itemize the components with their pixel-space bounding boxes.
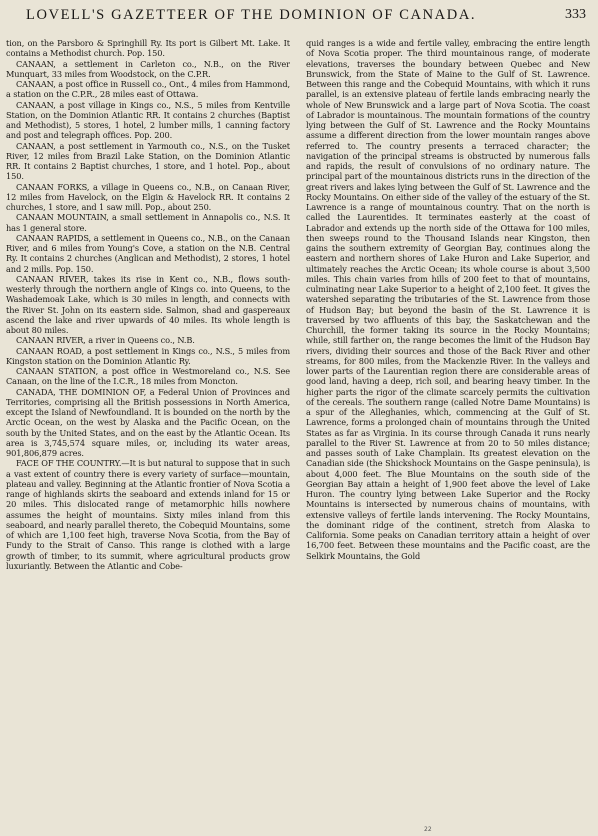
gazetteer-entry: CANAAN RIVER, a river in Queens co., N.B. xyxy=(16,335,195,346)
footer-mark: 22 xyxy=(424,826,432,833)
page-header xyxy=(0,4,598,28)
gazetteer-entry: CANADA, THE DOMINION OF, a Federal Union of Provinces and Territories, comprising all the British possessions in North America, except the Island of Newfoundland. It is bounded on the north by the Arctic Ocean, on the west by Alaska and the Pacific Ocean, on the south by the United States, and on the east by the Atlantic Ocean. Its area is 3,745,574 square miles, or, including its water areas, 901,806,879 acres. xyxy=(6,386,290,458)
gazetteer-entry: CANAAN, a settlement in Carleton co., N.B., on the River Munquart, 33 miles from Woodstock, on the C.P.R. xyxy=(6,58,290,79)
gazetteer-entry: CANAAN RAPIDS, a settlement in Queens co., N.B., on the Canaan River, and 6 miles from Young's Cove, a station on the N.B. Central Ry. It contains 2 churches (Anglican and Methodist), 2 stores, 1 hotel and 2 mills. Pop. 150. xyxy=(6,232,290,274)
gazetteer-entry: quid ranges is a wide and fertile valley, embracing the entire length of Nova Scotia proper. The third mountainous range, of moderate elevations, traverses the boundary between Quebec and New Brunswick, from the State of Maine to the Gulf of St. Lawrence. Between this range and the Cobequid Mountains, with which it runs parallel, is an extensive plateau of fertile lands embracing nearly the whole of New Brunswick and a large part of Nova Scotia. The coast of Labrador is mountainous. The mountain formations of the country lying between the Gulf of St. Lawrence and the Rocky Mountains assume a different direction from the lower mountain ranges above referred to. The country presents a terraced character; the navigation of the principal streams is obstructed by numerous falls and rapids, the result of convulsions of no ordinary nature. The principal part of the mountainous districts runs in the direction of the great rivers and lakes lying between the Gulf of St. Lawrence and the Rocky Mountains. On either side of the valley of the estuary of the St. Lawrence is a range of mountainous country. That on the north is called the Laurentides. It terminates easterly at the coast of Labrador and extends up the north side of the Ottawa for 100 miles, then sweeps round to the Thousand Islands near Kingston, then gains the southern extremity of Georgian Bay, continues along the eastern and northern shores of Lake Huron and Lake Superior, and ultimately reaches the Arctic Ocean; its whole course is about 3,500 miles. This chain varies from hills of 200 feet to that of mountains, culminating near Lake Superior to a height of 2,100 feet. It gives the watershed separating the tributaries of the St. Lawrence from those of Hudson Bay; but beyond the basin of the St. Lawrence it is traversed by two affluents of this bay, the Saskatchewan and the Churchill, the former taking its source in the Rocky Mountains; while, still farther on, the range becomes the limit of the Hudson Bay rivers, dividing their sources and those of the Back River and other streams, for 800 miles, from the Mackenzie River. In the valleys and lower parts of the Laurentian region there are considerable areas of good land, having a deep, rich soil, and bearing heavy timber. In the higher parts the rigor of the climate scarcely permits the cultivation of the cereals. The southern range (called Notre Dame Mountains) is a spur of the Alleghanies, which, commencing at the Gulf of St. Lawrence, forms a prolonged chain of mountains through the United States as far as Virginia. In its course through Canada it runs nearly parallel to the River St. Lawrence at from 20 to 50 miles distance; and passes south of Lake Champlain. Its greatest elevation on the Canadian side (the Shickshock Mountains on the Gaspe peninsula), is about 4,000 feet. The Blue Mountains on the south side of the Georgian Bay attain a height of 1,900 feet above the level of Lake Huron. The country lying between Lake Superior and the Rocky Mountains is intersected by numerous chains of mountains, with extensive valleys of fertile lands intervening. The Rocky Mountains, the dominant ridge of the continent, stretch from Alaska to California. Some peaks on Canadian territory attain a height of over 16,700 feet. Between these mountains and the Pacific coast, are the Selkirk Mountains, the Gold xyxy=(306,38,590,561)
gazetteer-entry: tion, on the Parsboro & Springhill Ry. Its port is Gilbert Mt. Lake. It contains a Methodist church. Pop. 150. xyxy=(6,38,290,59)
right-text-column xyxy=(306,38,590,830)
gazetteer-entry: CANAAN RIVER, takes its rise in Kent co., N.B., flows south-westerly through the northern angle of Kings co. into Queens, to the Washademoak Lake, which is 30 miles in length, and connects with the River St. John on its eastern side. Salmon, shad and gaspereaux ascend the lake and river upwards of 40 miles. Its whole length is about 80 miles. xyxy=(6,273,290,335)
gazetteer-entry: CANAAN STATION, a post office in Westmoreland co., N.S. See Canaan, on the line of the I.C.R., 18 miles from Moncton. xyxy=(6,366,290,387)
gazetteer-entry: CANAAN, a post office in Russell co., Ont., 4 miles from Hammond, a station on the C.P.R., 28 miles east of Ottawa. xyxy=(6,79,290,100)
left-text-column xyxy=(6,38,290,830)
gazetteer-entry: CANAAN ROAD, a post settlement in Kings co., N.S., 5 miles from Kingston station on the Dominion Atlantic Ry. xyxy=(6,345,290,366)
gazetteer-entry: FACE OF THE COUNTRY.—It is but natural to suppose that in such a vast extent of country there is every variety of surface—mountain, plateau and valley. Beginning at the Atlantic frontier of Nova Scotia a range of highlands skirts the seaboard and extends inland for 15 or 20 miles. This dislocated range of metamorphic hills nowhere assumes the height of mountains. Sixty miles inland from this seaboard, and nearly parallel thereto, the Cobequid Mountains, some of which are 1,100 feet high, traverse Nova Scotia, from the Bay of Fundy to the Strait of Canso. This range is clothed with a large growth of timber, to its summit, where agricultural products grow luxuriantly. Between the Atlantic and Cobe- xyxy=(6,458,290,571)
gazetteer-entry: CANAAN FORKS, a village in Queens co., N.B., on Canaan River, 12 miles from Havelock, on the Elgin & Havelock RR. It contains 2 churches, 1 store, and 1 saw mill. Pop., about 250. xyxy=(6,181,290,212)
gazetteer-entry: CANAAN, a post settlement in Yarmouth co., N.S., on the Tusket River, 12 miles from Brazil Lake Station, on the Dominion Atlantic RR. It contains 2 Baptist churches, 1 store, and 1 hotel. Pop., about 150. xyxy=(6,140,290,182)
page-number: 333 xyxy=(565,7,586,22)
running-title: LOVELL'S GAZETTEER OF THE DOMINION OF CANADA. xyxy=(26,7,477,23)
gazetteer-entry: CANAAN, a post village in Kings co., N.S., 5 miles from Kentville Station, on the Dominion Atlantic RR. It contains 2 churches (Baptist and Methodist), 5 stores, 1 hotel, 2 lumber mills, 1 canning factory and post and telegraph offices. Pop. 200. xyxy=(6,99,290,141)
gazetteer-entry: CANAAN MOUNTAIN, a small settlement in Annapolis co., N.S. It has 1 general store. xyxy=(6,212,290,233)
